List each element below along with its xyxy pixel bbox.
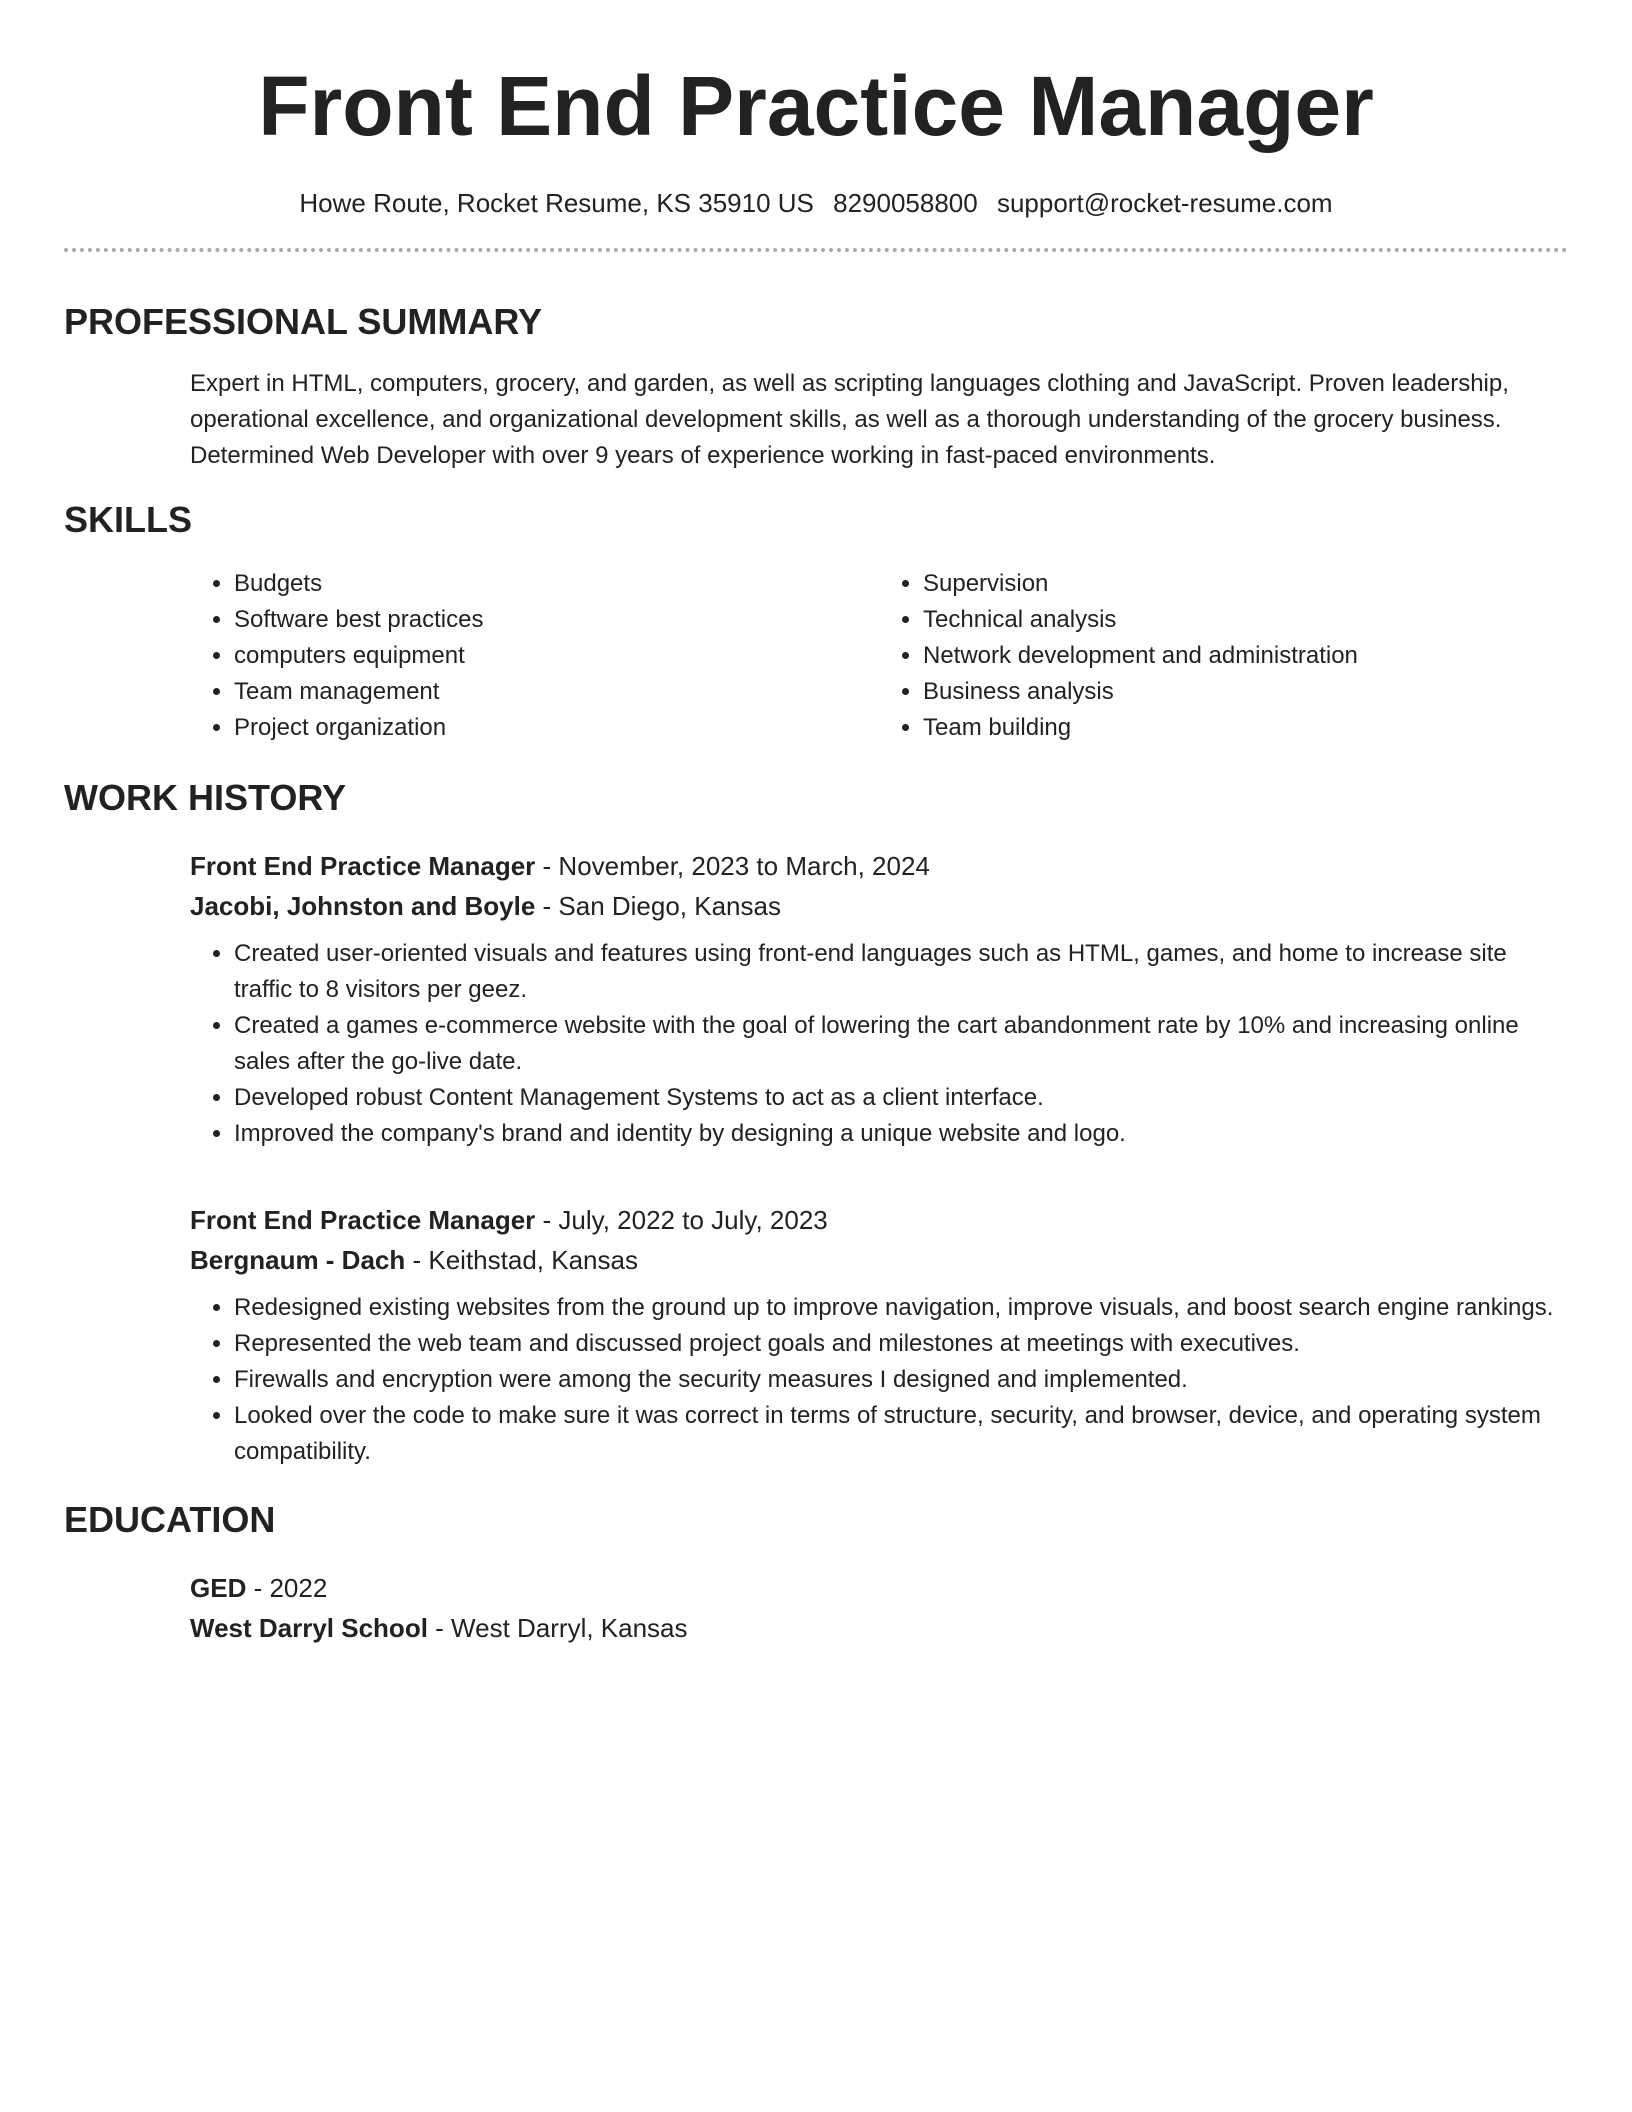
job-title-line: [190, 1200, 1568, 1240]
contact-phone: 8290058800: [833, 188, 978, 218]
skill-item: • Team management: [234, 674, 879, 710]
job-bullet: • Created user-oriented visuals and features using front-end languages such as HTML, games, and home to increase site traffic to 8 visitors per geez.: [234, 936, 1568, 1008]
header-divider: [64, 248, 1568, 252]
work-history-heading: WORK HISTORY: [64, 777, 347, 818]
education-heading: EDUCATION: [64, 1499, 276, 1540]
education-school: West Darryl School: [190, 1613, 428, 1643]
skill-item: • Business analysis: [923, 674, 1568, 710]
job-dates: - November, 2023 to March, 2024: [535, 851, 930, 881]
education-degree: GED: [190, 1573, 247, 1603]
contact-email: support@rocket-resume.com: [996, 188, 1333, 218]
job-location: - Keithstad, Kansas: [405, 1245, 638, 1275]
job-company: Bergnaum - Dach: [190, 1245, 406, 1275]
education-entry: [190, 1568, 1568, 1648]
summary-text: Expert in HTML, computers, grocery, and garden, as well as scripting languages clothing and JavaScript. Proven leadership, operational excellence, and organizational development skills, as well as a thorough understanding of the grocery business. Determined Web Developer with over 9 years of experience working in fast-paced environments.: [190, 370, 1509, 469]
job-bullet: • Created a games e-commerce website with the goal of lowering the cart abandonment rate by 10% and increasing online sales after the go-live date.: [234, 1008, 1568, 1080]
job-dates: - July, 2022 to July, 2023: [535, 1205, 828, 1235]
skill-item: • Software best practices: [234, 602, 879, 638]
job-bullets: [190, 936, 1568, 1152]
skills-heading: SKILLS: [64, 499, 193, 540]
education-school-line: [190, 1608, 1568, 1648]
skill-item: • Budgets: [234, 566, 879, 602]
skills-column-left: [190, 566, 879, 746]
job-bullet: • Improved the company's brand and identity by designing a unique website and logo.: [234, 1116, 1568, 1152]
job-company-line: [190, 1240, 1568, 1280]
job-entry: [190, 1200, 1568, 1470]
education-year: - 2022: [246, 1573, 328, 1603]
job-entry: [190, 846, 1568, 1152]
job-role: Front End Practice Manager: [190, 1205, 536, 1235]
skill-item: • computers equipment: [234, 638, 879, 674]
job-location: - San Diego, Kansas: [535, 891, 781, 921]
skill-item: • Project organization: [234, 710, 879, 746]
job-bullet: • Redesigned existing websites from the ground up to improve navigation, improve visuals, and boost search engine rankings.: [234, 1290, 1568, 1326]
skills-column-right: [879, 566, 1568, 746]
skill-item: • Technical analysis: [923, 602, 1568, 638]
skill-item: • Team building: [923, 710, 1568, 746]
education-degree-line: [190, 1568, 1568, 1608]
job-title-line: [190, 846, 1568, 886]
job-role: Front End Practice Manager: [190, 851, 536, 881]
candidate-name: Front End Practice Manager: [258, 59, 1374, 153]
job-bullet: • Developed robust Content Management Systems to act as a client interface.: [234, 1080, 1568, 1116]
skills-grid: [190, 566, 1568, 746]
job-bullet: • Firewalls and encryption were among the security measures I designed and implemented.: [234, 1362, 1568, 1398]
job-bullet: • Looked over the code to make sure it was correct in terms of structure, security, and browser, device, and operating system compatibility.: [234, 1398, 1568, 1470]
education-location: - West Darryl, Kansas: [427, 1613, 688, 1643]
job-company-line: [190, 886, 1568, 926]
summary-heading: PROFESSIONAL SUMMARY: [64, 301, 543, 342]
job-company: Jacobi, Johnston and Boyle: [190, 891, 536, 921]
contact-line: [64, 186, 1568, 220]
skill-item: • Supervision: [923, 566, 1568, 602]
job-bullets: [190, 1290, 1568, 1470]
contact-address: Howe Route, Rocket Resume, KS 35910 US: [299, 188, 814, 218]
job-bullet: • Represented the web team and discussed project goals and milestones at meetings with executives.: [234, 1326, 1568, 1362]
skill-item: • Network development and administration: [923, 638, 1568, 674]
